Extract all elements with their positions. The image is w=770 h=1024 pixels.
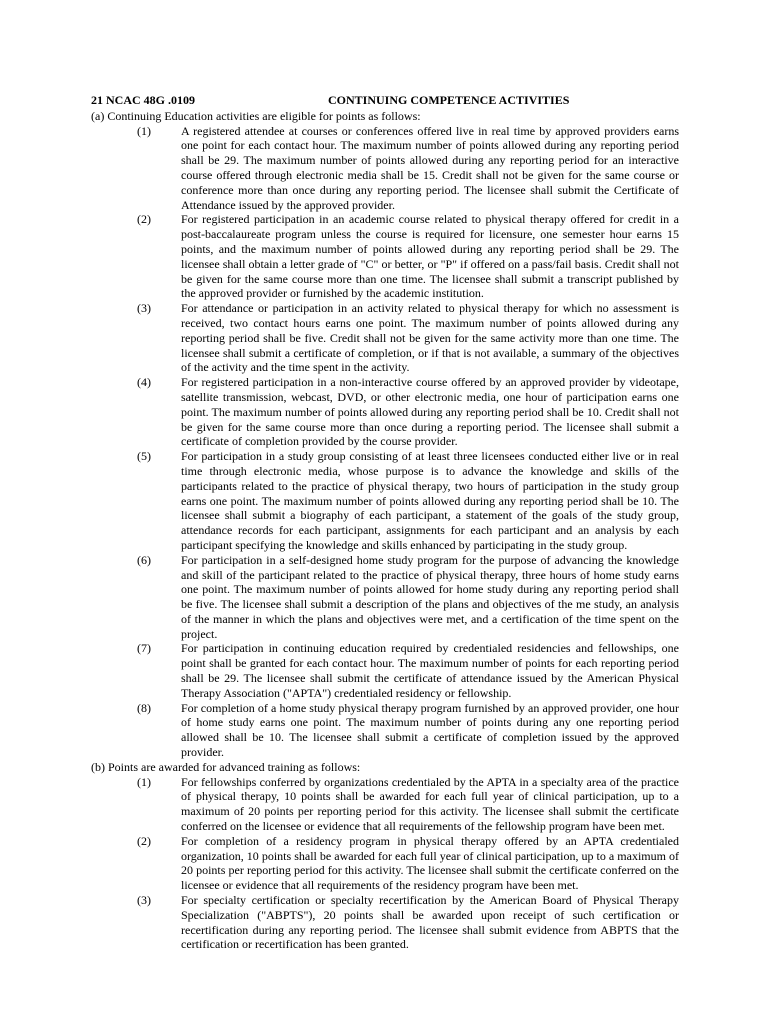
item-number: (3) — [137, 301, 151, 316]
item-number: (3) — [137, 893, 151, 908]
item-number: (4) — [137, 375, 151, 390]
list-item — [91, 701, 679, 760]
item-number: (2) — [137, 212, 151, 227]
list-item — [91, 641, 679, 700]
item-text: For fellowships conferred by organizations credentialed by the APTA in a specialty area of the practice of physical therapy, 10 points shall be awarded for each full year of clinical participation, up to a maximum of 20 points per reporting period for this activity. The licensee shall submit the certificate conferred on the licensee or evidence that all requirements of the fellowship program have been met. — [181, 774, 679, 834]
rule-title: CONTINUING COMPETENCE ACTIVITIES — [328, 93, 570, 107]
item-number: (1) — [137, 123, 151, 138]
list-item — [91, 212, 679, 301]
item-text: A registered attendee at courses or conferences offered live in real time by approved providers earns one point for each contact hour. The maximum number of points allowed during any reporting period shall be 29. The maximum number of points allowed during any reporting period for an interactive course offered through electronic media shall be 15. Credit shall not be given for the same course or conference more than once during any reporting period. The licensee shall submit the Certificate of Attendance issued by the approved provider. — [181, 123, 679, 212]
list-item — [91, 834, 679, 893]
list-item — [91, 775, 679, 834]
item-text: For participation in a self-designed home study program for the purpose of advancing the knowledge and skill of the participant related to the practice of physical therapy, three hours of home study earns one point. The maximum number of points allowed for home study during any reporting period shall be five. The licensee shall submit a description of the plans and objectives of the me study, an analysis of the manner in which the plans and objectives were met, and a certification of the time spent on the project. — [181, 552, 679, 641]
item-text: For attendance or participation in an activity related to physical therapy for which no assessment is received, two contact hours earns one point. The maximum number of points allowed during any reporting period shall be five. Credit shall not be given for the same activity more than one time. The licensee shall submit a certificate of completion, or if that is not available, a summary of the objectives of the activity and the time spent in the activity. — [181, 301, 679, 375]
section-a-items — [91, 124, 679, 760]
list-item — [91, 553, 679, 642]
item-text: For completion of a home study physical therapy program furnished by an approved provider, one hour of home study earns one point. The maximum number of points during any one reporting period allowed shall be 10. The licensee shall submit a certificate of completion issued by the approved provider. — [181, 700, 679, 760]
item-text: For specialty certification or specialty recertification by the American Board of Physical Therapy Specialization ("ABPTS"), 20 points shall be awarded upon receipt of such certification or recertification during any reporting period. The licensee shall submit evidence from ABPTS that the certification or recertification has been granted. — [181, 893, 679, 952]
section-b-heading: (b) Points are awarded for advanced training as follows: — [91, 759, 361, 774]
list-item — [91, 449, 679, 553]
item-number: (5) — [137, 449, 151, 464]
item-number: (1) — [137, 774, 151, 789]
list-item — [91, 893, 679, 952]
item-text: For registered participation in a non-interactive course offered by an approved provider by videotape, satellite transmission, webcast, DVD, or other electronic media, one hour of participation earns one point. The maximum number of points allowed during any reporting period shall be 10. Credit shall not be given for the same course more than once during a reporting period. The licensee shall submit a certificate of completion provided by the course provider. — [181, 375, 679, 449]
section-b-items — [91, 775, 679, 953]
item-number: (8) — [137, 700, 151, 715]
rule-number: 21 NCAC 48G .0109 — [91, 93, 195, 107]
rule-title-line — [91, 93, 679, 108]
item-number: (2) — [137, 833, 151, 848]
item-text: For participation in a study group consisting of at least three licensees conducted either live or in real time through electronic media, whose purpose is to advance the knowledge and skills of the participants related to the practice of physical therapy, two hours of participation in the study group earns one point. The maximum number of points allowed during any reporting period shall be 10. The licensee shall submit a biography of each participant, a statement of the goals of the study group, attendance records for each participant, assignments for each participant and an analysis by each participant specifying the knowledge and skills enhanced by participating in the study group. — [181, 449, 679, 552]
item-number: (6) — [137, 552, 151, 567]
item-text: For participation in continuing education required by credentialed residencies and fellowships, one point shall be granted for each contact hour. The maximum number of points for each reporting period shall be 29. The licensee shall submit the certificate of attendance issued by the American Physical Therapy Association ("APTA") credentialed residency or fellowship. — [181, 641, 679, 700]
rule-content — [91, 93, 679, 952]
item-text: For registered participation in an academic course related to physical therapy offered for credit in a post-baccalaureate program unless the course is required for licensure, one semester hour earns 15 points, and the maximum number of points allowed during any reporting period shall be 29. The licensee shall obtain a letter grade of "C" or better, or "P" if offered on a pass/fail basis. Credit shall not be given for the same course more than one time. The licensee shall submit a transcript published by the approved provider or furnished by the academic institution. — [181, 212, 679, 301]
list-item — [91, 375, 679, 449]
list-item — [91, 301, 679, 375]
item-number: (7) — [137, 641, 151, 656]
item-text: For completion of a residency program in physical therapy offered by an APTA credentialed organization, 10 points shall be awarded for each full year of clinical participation, up to a maximum of 20 points per reporting period for this activity. The licensee shall submit the certificate conferred on the licensee or evidence that all requirements of the residency program have been met. — [181, 833, 679, 893]
list-item — [91, 124, 679, 213]
section-a-heading: (a) Continuing Education activities are eligible for points as follows: — [91, 108, 421, 123]
